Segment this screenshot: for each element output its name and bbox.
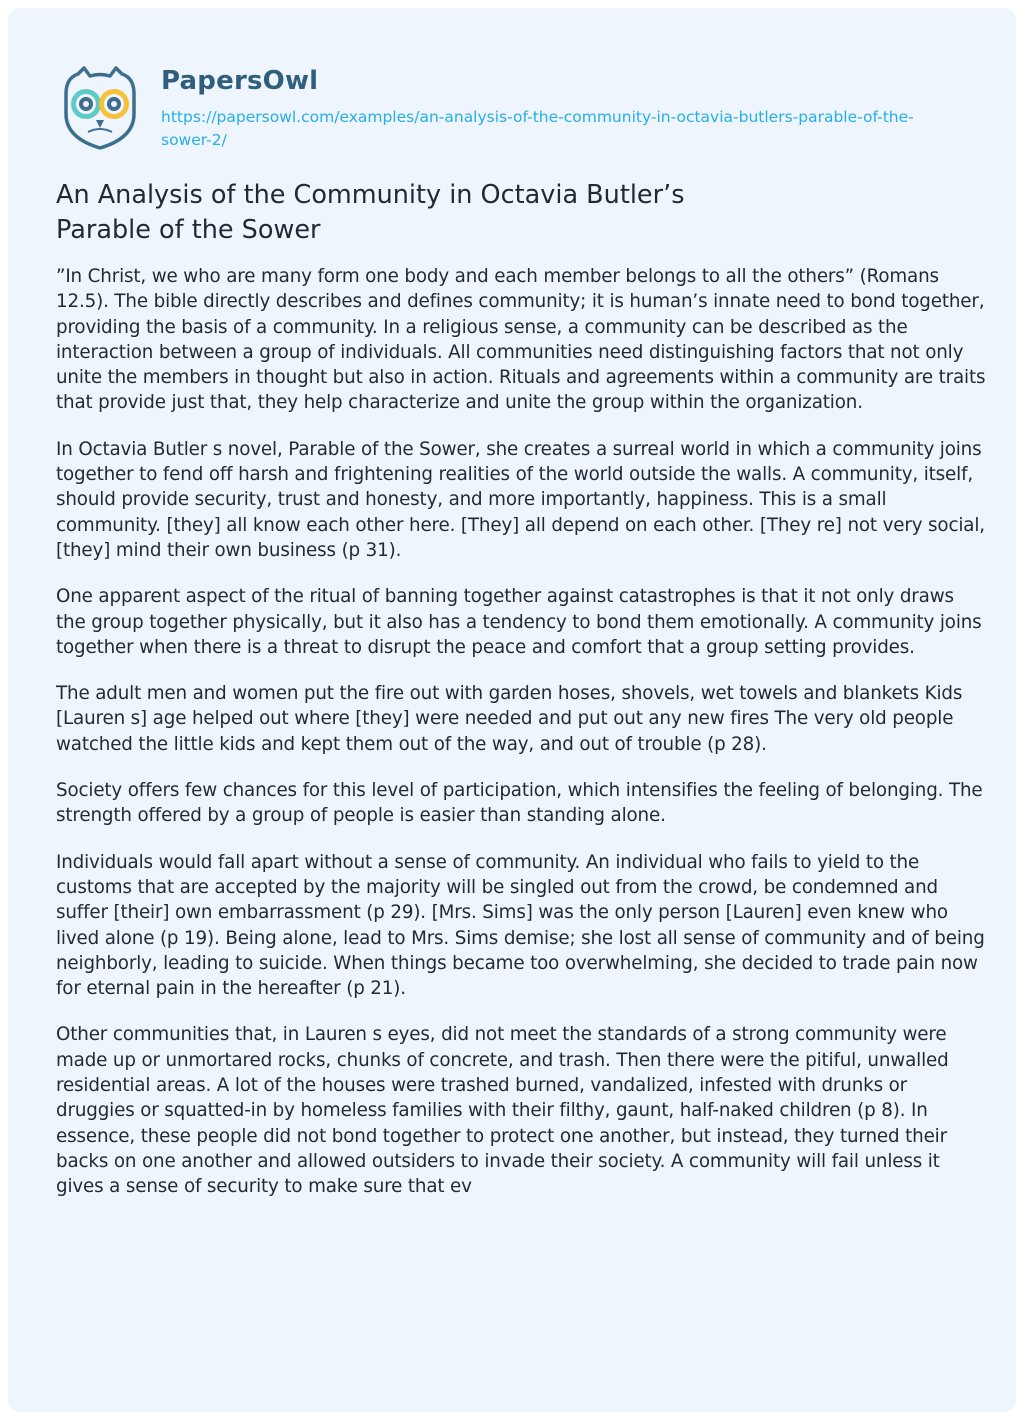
paragraph: In Octavia Butler s novel, Parable of the Sower, she creates a surreal world in which a community joins together to fend off harsh and frightening realities of the world outside the walls. A community, itself, should provide security, trust and honesty, and more importantly, happiness. This is a small community. [they] all know each other here. [They] all depend on each other. [They re] not very social, [they] mind their own business (p 31). — [56, 438, 985, 561]
document-page — [8, 8, 1016, 1412]
paragraph: One apparent aspect of the ritual of banning together against catastrophes is that it not only draws the group together physically, but it also has a tendency to bond them emotionally. A community joins together when there is a threat to disrupt the peace and comfort that a group setting provides. — [56, 586, 982, 658]
paragraph: Society offers few chances for this level of participation, which intensifies the feeling of belonging. The strength offered by a group of people is easier than standing alone. — [56, 780, 983, 827]
owl-logo-icon[interactable] — [56, 64, 144, 152]
paragraph: ”In Christ, we who are many form one body and each member belongs to all the others” (Romans 12.5). The bible directly describes and defines community; it is human’s innate need to bond together, providing the basis of a community. In a religious sense, a community can be described as the interaction between a group of individuals. All communities need distinguishing factors that not only unite the members in thought but also in action. Rituals and agreements within a community are traits that provide just that, they help characterize and unite the group within the organization. — [56, 266, 986, 414]
site-header — [56, 64, 976, 160]
page-title: An Analysis of the Community in Octavia Butler’s Parable of the Sower — [56, 180, 685, 245]
paragraph: The adult men and women put the fire out with garden hoses, shovels, wet towels and blankets Kids [Lauren s] age helped out where [they] were needed and put out any new fires The very old people watched the little kids and kept them out of the way, and out of trouble (p 28). — [56, 683, 963, 755]
paragraph: Other communities that, in Lauren s eyes, did not meet the standards of a strong community were made up or unmortared rocks, chunks of concrete, and trash. Then there were the pitiful, unwalled residential areas. A lot of the houses were trashed burned, vandalized, infested with drunks or druggies or squatted-in by homeless families with their filthy, gaunt, half-naked children (p 8). In essence, these people did not bond together to protect one another, but instead, they turned their backs on one another and allowed outsiders to invade their society. A community will fail unless it gives a sense of security to make sure that ev — [56, 1024, 949, 1198]
source-url-link[interactable]: https://papersowl.com/examples/an-analysis-of-the-community-in-octavia-butlers-parable-of-the-sower-2/ — [161, 108, 914, 149]
essay-body — [56, 264, 986, 1344]
brand-name[interactable]: PapersOwl — [161, 66, 319, 96]
paragraph: Individuals would fall apart without a sense of community. An individual who fails to yield to the customs that are accepted by the majority will be singled out from the crowd, be condemned and suffer [their] own embarrassment (p 29). [Mrs. Sims] was the only person [Lauren] even knew who lived alone (p 19). Being alone, lead to Mrs. Sims demise; she lost all sense of community and of being neighborly, leading to suicide. When things became too overwhelming, she decided to trade pain now for eternal pain in the hereafter (p 21). — [56, 851, 985, 1000]
